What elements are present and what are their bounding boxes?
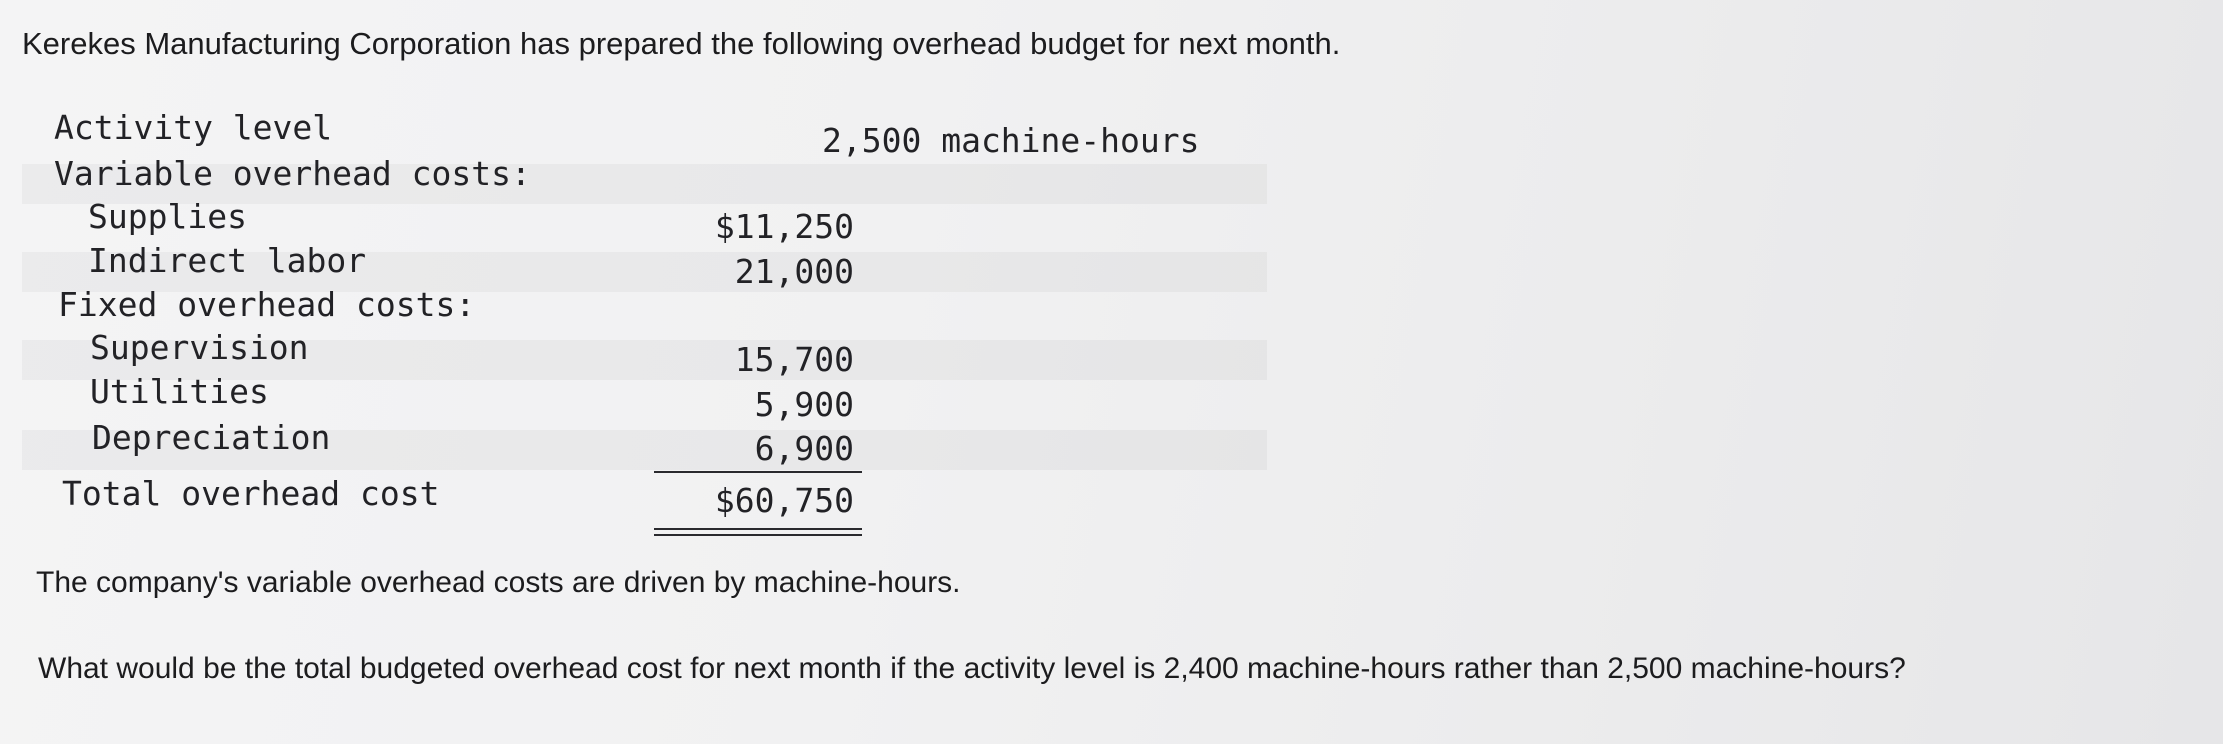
total-double-rule-top [654, 528, 862, 530]
supplies-label: Supplies [88, 197, 247, 236]
indirect-labor-label: Indirect labor [88, 241, 367, 280]
driver-statement: The company's variable overhead costs are driven by machine-hours. [36, 566, 961, 599]
utilities-value: 5,900 [754, 385, 854, 424]
total-overhead-value: $60,750 [714, 481, 854, 520]
supervision-label: Supervision [90, 328, 309, 367]
subtotal-rule [654, 471, 862, 473]
variable-overhead-heading: Variable overhead costs: [54, 154, 531, 193]
utilities-label: Utilities [90, 372, 269, 411]
indirect-labor-value: 21,000 [734, 252, 854, 291]
total-double-rule-bottom [654, 534, 862, 536]
depreciation-value: 6,900 [754, 429, 854, 468]
total-overhead-label: Total overhead cost [62, 474, 440, 513]
supplies-value: $11,250 [714, 207, 854, 246]
question-text: What would be the total budgeted overhead cost for next month if the activity level is 2,400 machine-hours rather than 2,500 machine-hours? [38, 652, 1906, 685]
supervision-value: 15,700 [734, 340, 854, 379]
intro-text: Kerekes Manufacturing Corporation has prepared the following overhead budget for next month. [22, 26, 1341, 61]
depreciation-label: Depreciation [92, 418, 331, 457]
fixed-overhead-heading: Fixed overhead costs: [58, 285, 476, 324]
activity-level-label: Activity level [54, 108, 333, 147]
activity-level-value: 2,500 machine-hours [822, 121, 1200, 160]
